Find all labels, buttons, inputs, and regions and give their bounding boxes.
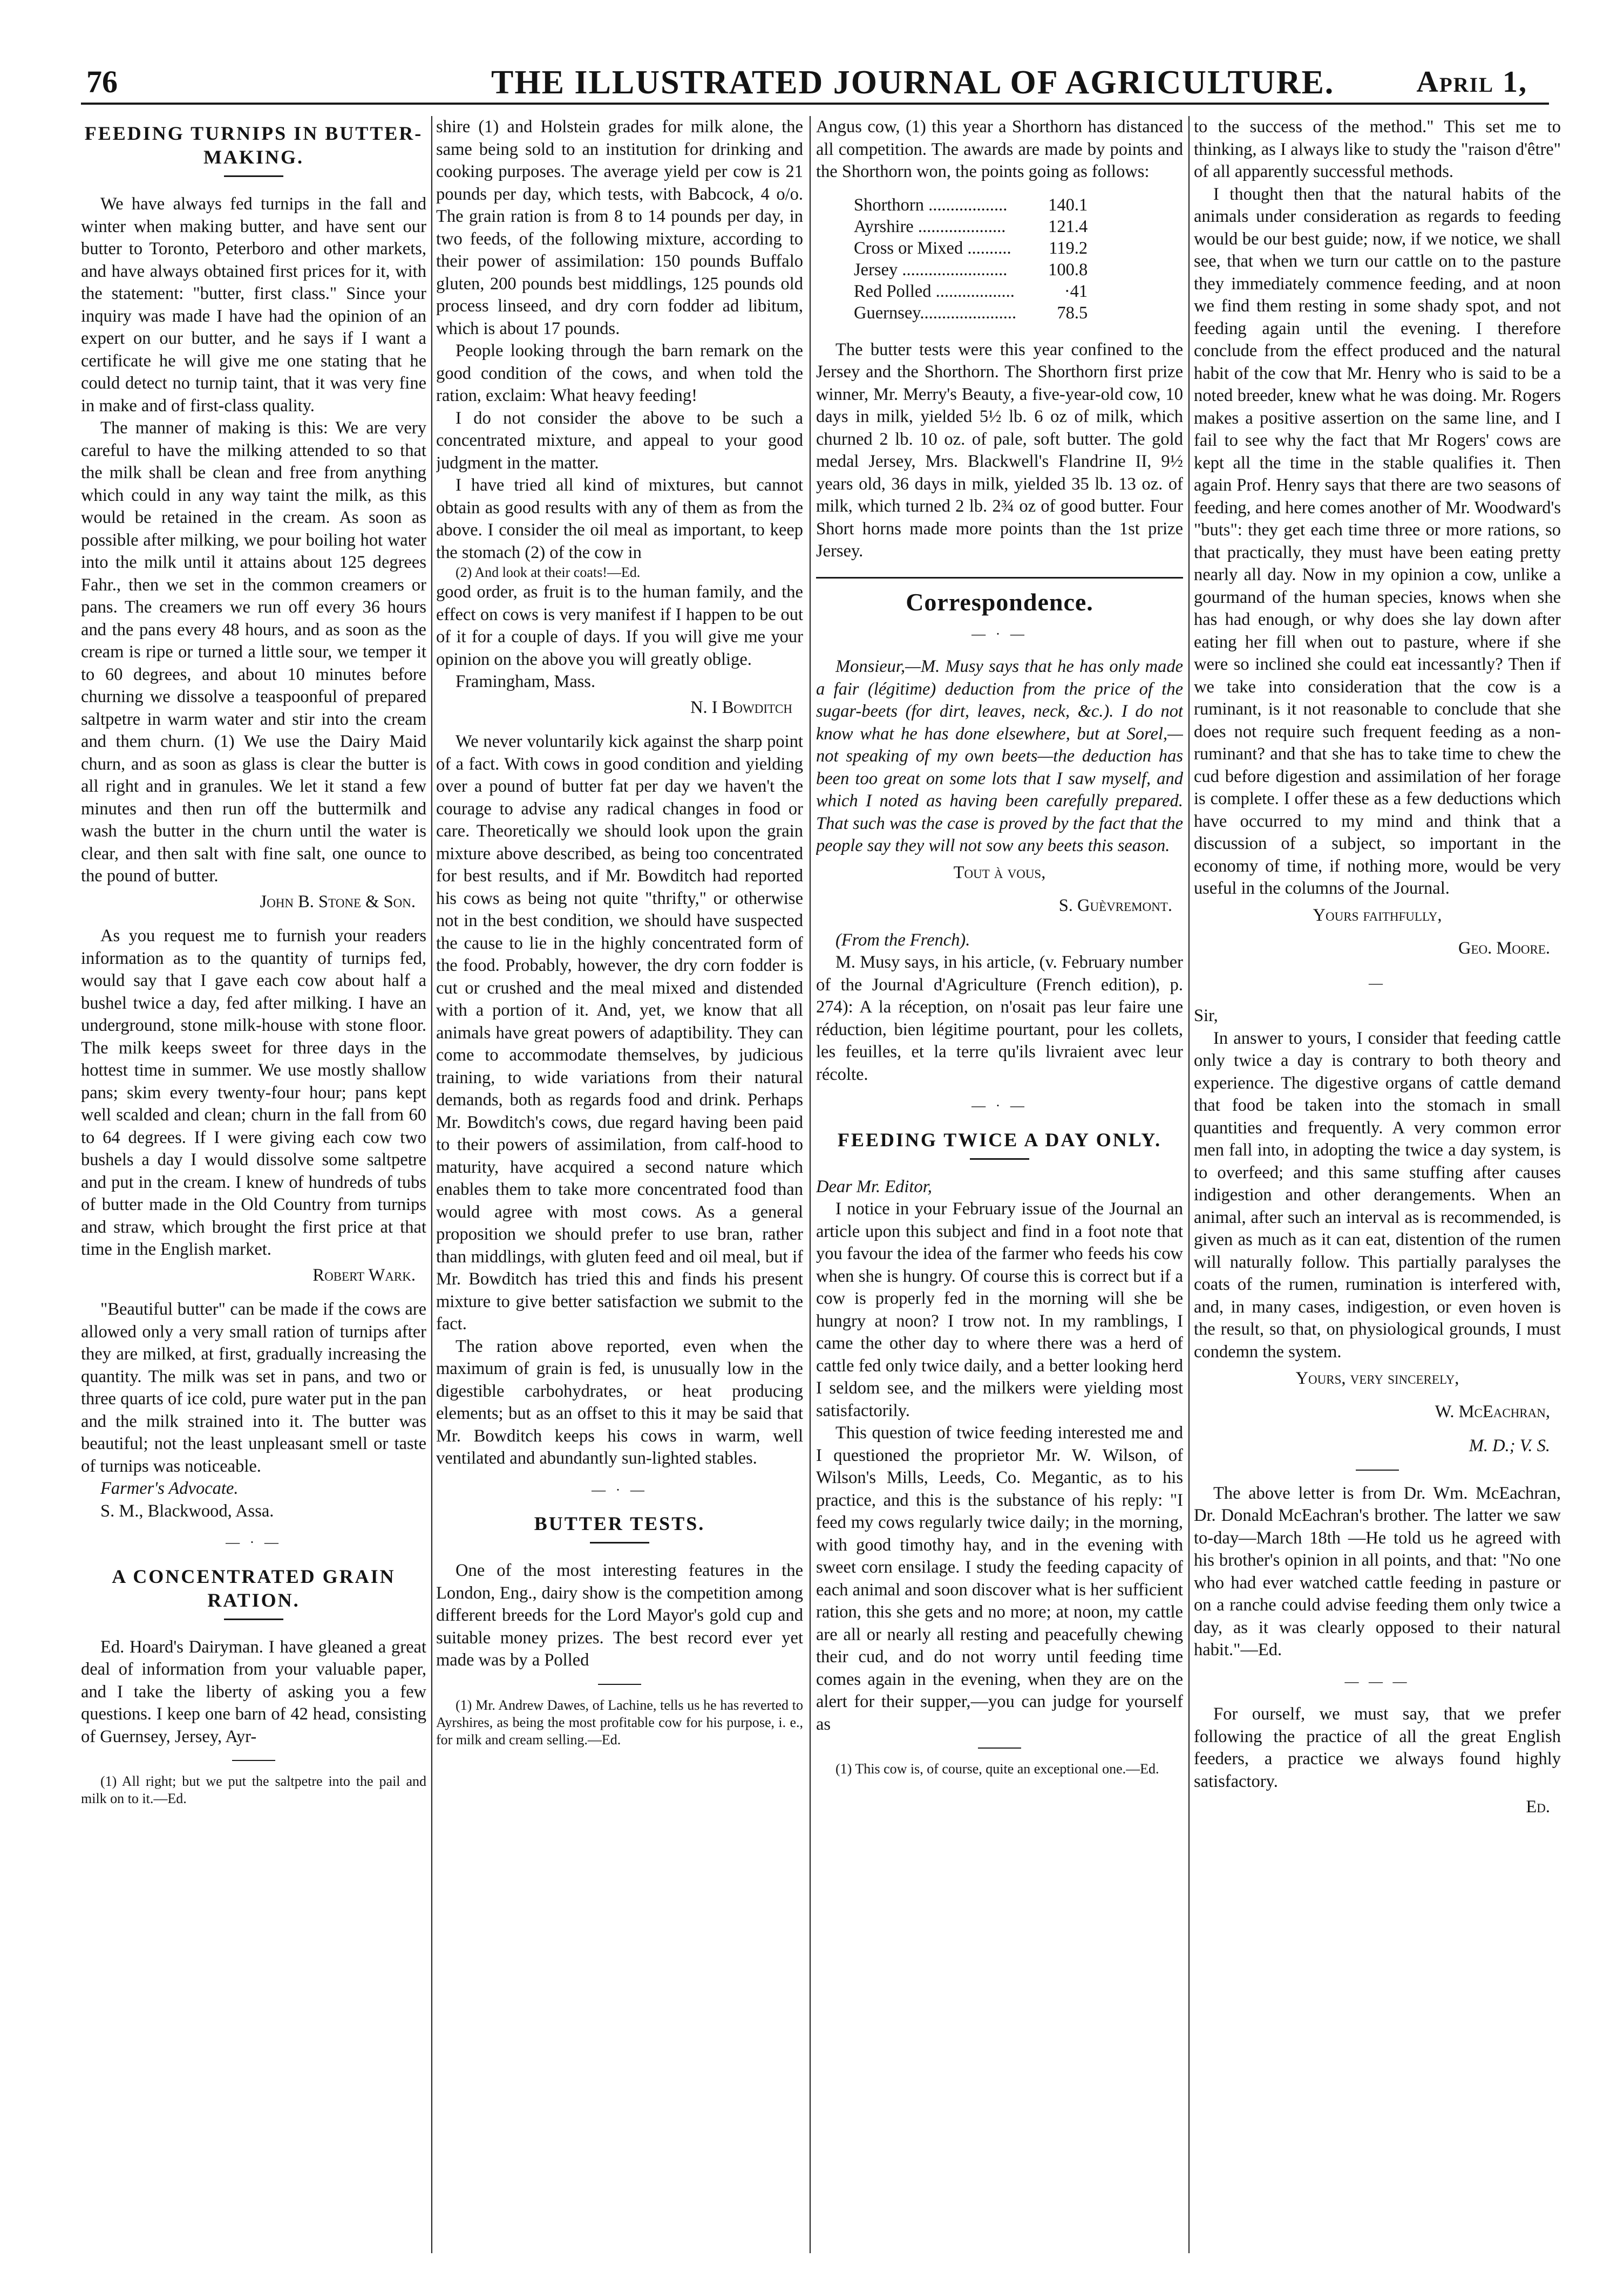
column-divider	[431, 116, 432, 2253]
paragraph: As you request me to furnish your readers information as to the quantity of turnips fed, would say that I gave each cow about half a bushel twice a day, fed after milking. I have an underground, stone milk-house with stone floor. The milk keeps sweet for three days in the hottest time in summer. We use mostly shallow pans; skim every twenty-four hour; pans kept well scalded and clean; churn in the fall from 60 to 64 degrees. If I were giving each cow two bushels a day I would dissolve some saltpetre and put in the cream. I knew of hundreds of tubs of butter made in the Old Country from turnips and straw, which brought the first price at that time in the English market.	[81, 926, 426, 1259]
section-divider: — · —	[971, 625, 1028, 642]
section-divider: — · —	[226, 1534, 282, 1550]
paragraph: In answer to yours, I consider that feeding cattle only twice a day is contrary to both theory and experience. The digestive organs of cattle demand that food be taken into the stomach in small quantities and frequently. A very common error men fall into, in adopting the twice a day system, is to overfeed; and this same stuffing after causes indigestion and other derangements. When an animal, after such an interval as is recommended, is given as much as it can eat, distention of the rumen will naturally follow. This partially paralyses the coats of the rumen, rumination is interfered with, and, in many cases, indigestion, or even hoven is the result, so that, on physiological grounds, I must condemn the system.	[1194, 1028, 1561, 1362]
table-row	[854, 259, 1088, 281]
column-4	[1194, 116, 1561, 2248]
breed-cell: Guernsey......................	[854, 303, 1017, 323]
table-row	[854, 302, 1088, 324]
paragraph: The above letter is from Dr. Wm. McEachran, Dr. Donald McEachran's brother. The latter we saw to-day—March 18th —He told us he agreed with his brother's opinion in all points, and that: "No one who had ever watched cattle feeding in pasture or on a ranche could advise feeding them only twice a day, as it was clearly opposed to their natural habit."—Ed.	[1194, 1483, 1561, 1660]
footnote-rule	[978, 1748, 1021, 1749]
heading-rule	[224, 1619, 283, 1620]
paragraph: Angus cow, (1) this year a Shorthorn has distanced all competition. The awards are made by points and the Shorthorn won, the points going as follows:	[816, 117, 1183, 181]
article-heading: BUTTER TESTS.	[534, 1513, 705, 1534]
breed-cell: Jersey ........................	[854, 260, 1008, 280]
signature: Robert Wark.	[312, 1265, 416, 1285]
column-1	[81, 116, 426, 2248]
points-cell: 100.8	[1048, 260, 1088, 280]
source-credit: (From the French).	[835, 930, 970, 950]
article-heading: FEEDING TURNIPS IN BUTTER-MAKING.	[84, 123, 423, 168]
paragraph: I do not consider the above to be such a concentrated mixture, and appeal to your good judgment in the matter.	[436, 408, 803, 473]
source-credit: Farmer's Advocate.	[100, 1479, 239, 1498]
column-divider	[1188, 116, 1190, 2253]
paragraph: M. Musy says, in his article, (v. February number of the Journal d'Agriculture (French edition), p. 274): A la réception, on n'osait pas leur faire une réduction, bien légitime pourtant, pour les collets, les feuilles, et la terre qu'ils livraient avec leur récolte.	[816, 953, 1183, 1084]
points-cell: 78.5	[1057, 303, 1088, 323]
source-credit: S. M., Blackwood, Assa.	[100, 1501, 274, 1521]
table-row	[854, 216, 1088, 237]
paragraph: Monsieur,—M. Musy says that he has only made a fair (légitime) deduction from the price of the sugar-beets (for dirt, leaves, neck, &c.). I do not know what he has done elsewhere, but at Sorel,—not speaking of my own beets—the deduction has been too great on some lots that I saw myself, and which I noted as having been carefully prepared. That such was the case is proved by the fact that the people say they will not sow any beets this season.	[816, 657, 1183, 855]
footnote: (1) All right; but we put the saltpetre into the pail and milk on to it.—Ed.	[81, 1773, 426, 1806]
paragraph: to the success of the method." This set me to thinking, as I always like to study the "raison d'être" of all apparently successful methods.	[1194, 117, 1561, 181]
breed-cell: Cross or Mixed ..........	[854, 238, 1011, 258]
section-divider: —	[1369, 975, 1386, 991]
paragraph: We never voluntarily kick against the sharp point of a fact. With cows in good condition and yielding over a pound of butter fat per day we haven't the courage to advise any radical changes in food or care. Theoretically we should look upon the grain mixture above described, as being too concentrated for best results, and if Mr. Bowditch had reported his cows as being not quite "thrifty," or otherwise not in the best condition, we should have suspected the cause to lie in the highly concentrated form of the food. Probably, however, the dry corn fodder is cut or crushed and the meal mixed and distended with a portion of it. And, yet, we know that all animals have great powers of adaptibility. They can come to accommodate themselves, by judicious training, to wide variations from their natural demands, both as regards food and drink. Perhaps Mr. Bowditch's cows, due regard having been paid to their powers of assimilation, from calf-hood to maturity, have acquired a second nature which enables them to take more concentrated food than would agree with most cows. As a general proposition we should prefer to use bran, rather than middlings, with gluten feed and oil meal, but if Mr. Bowditch has tried this and finds his present mixture to give better satisfaction we submit to the fact.	[436, 732, 803, 1334]
column-divider	[810, 116, 811, 2253]
paragraph: One of the most interesting features in the London, Eng., dairy show is the competition among different breeds for the Lord Mayor's gold cup and suitable money prizes. The best record ever yet made was by a Polled	[436, 1561, 803, 1670]
paragraph: good order, as fruit is to the human family, and the effect on cows is very manifest if I happen to be out of it for a couple of days. If you will give me your opinion on the above you will greatly oblige.	[436, 582, 803, 669]
heading-rule	[224, 175, 283, 177]
column-2	[436, 116, 803, 2248]
paragraph: shire (1) and Holstein grades for milk alone, the same being sold to an institution for drinking and cooking purposes. The average yield per cow is 21 pounds per day, which tests, with Babcock, 4 o/o. The grain ration is from 8 to 14 pounds per day, in two feeds, of the following mixture, according to their power of assimilation: 150 pounds Buffalo gluten, 200 pounds best middlings, 125 pounds old process linseed, and dry corn fodder ad libitum, which is about 17 pounds.	[436, 117, 803, 338]
paragraph: I thought then that the natural habits of the animals under consideration as regards to feeding would be our best guide; now, if we notice, we shall see, that when we turn our cattle on to the pasture they immediately commence feeding, and at noon we find them resting in some shady spot, and not feeding again until the evening. I therefore conclude from the effect produced and the natural habit of the cow that Mr. Henry who is said to be a noted breeder, knew what he was doing. Mr. Rogers makes a positive assertion on the same line, and I fail to see why the fact that Mr Rogers' cows are kept all the time in the stable qualifies it. Then again Prof. Henry says that there are two seasons of feeding, and here comes another of Mr. Woodward's "buts": they get each time three or more rations, so that practically, they must have been eating pretty nearly all day. Now in my opinion a cow, unlike a gourmand of the human species, knows when she has had enough, or why does she lay down after eating her fill when out to pasture, where if she were so inclined she could eat incessantly? Then if we take into consideration that the cow is a ruminant, is it not reasonable to conclude that she does not require such frequent feeding as a non-ruminant? and that she has to take time to chew the cud before digestion and assimilation of her forage is complete. I offer these as a few deductions which have occurred to my mind and think that a discussion of a subject, so important in the economy of time, if nothing more, would be very useful in the columns of the Journal.	[1194, 184, 1561, 898]
journal-title: THE ILLUSTRATED JOURNAL OF AGRICULTURE.	[491, 64, 1335, 101]
points-cell: 140.1	[1048, 195, 1088, 215]
signature: Geo. Moore.	[1458, 939, 1550, 958]
issue-date: April 1,	[1416, 65, 1527, 99]
heading-rule	[970, 1158, 1029, 1160]
paragraph: We have always fed turnips in the fall and winter when making butter, and have sent our butter to Toronto, Peterboro and other markets, and have always obtained first prices for it, with the statement: "butter, first class." Since your inquiry was made I have had the opinion of an expert on our butter, and he says if I want a certificate he will give me one stating that he could detect no turnip taint, that it was very fine in make and of first-class quality.	[81, 194, 426, 416]
article-heading: FEEDING TWICE A DAY ONLY.	[837, 1128, 1162, 1151]
section-divider: — · —	[971, 1098, 1028, 1113]
signature: W. McEachran,	[1435, 1402, 1550, 1422]
points-cell: ·41	[1064, 281, 1088, 301]
closing: Yours, very sincerely,	[1295, 1369, 1459, 1388]
paragraph: Ed. Hoard's Dairyman. I have gleaned a great deal of information from your valuable paper, and I take the liberty of asking you a few questions. I keep one barn of 42 head, consisting of Guernsey, Jersey, Ayr-	[81, 1637, 426, 1746]
salutation: Sir,	[1194, 1006, 1218, 1025]
butter-test-scores-table	[854, 194, 1088, 324]
paragraph: I notice in your February issue of the Journal an article upon this subject and find in a foot note that you favour the idea of the farmer who feeds his cow when she is hungry. Of course this is correct but if a cow is properly fed in the morning will she be hungry at noon? I trow not. In my ramblings, I came the other day to where there was a herd of cattle fed only twice daily, and a better looking herd I seldom see, and the milkers were yielding most satisfactorily.	[816, 1199, 1183, 1420]
paragraph: I have tried all kind of mixtures, but cannot obtain as good results with any of them as from the above. I consider the oil meal as important, to keep the stomach (2) of the cow in	[436, 475, 803, 562]
paragraph: "Beautiful butter" can be made if the cows are allowed only a very small ration of turnips after they are milked, at first, gradually increasing the quantity. The milk was set in pans, and two or three quarts of ice cold, pure water put in the pan and the milk strained into it. The butter was beautiful; not the least unpleasant smell or taste of turnips was noticeable.	[81, 1300, 426, 1476]
points-cell: 121.4	[1048, 216, 1088, 236]
article-heading: A CONCENTRATED GRAIN RATION.	[112, 1565, 396, 1611]
page-header	[81, 59, 1549, 105]
section-rule	[816, 577, 1183, 579]
page-number: 76	[86, 64, 118, 99]
column-3	[816, 116, 1183, 2248]
place-line: Framingham, Mass.	[456, 672, 596, 691]
signature: John B. Stone & Son.	[260, 892, 416, 912]
table-row	[854, 237, 1088, 259]
signature-credentials: M. D.; V. S.	[1469, 1436, 1550, 1456]
breed-cell: Red Polled ..................	[854, 281, 1015, 301]
points-cell: 119.2	[1049, 238, 1088, 258]
closing: Tout à vous,	[953, 862, 1046, 882]
section-heading: Correspondence.	[906, 588, 1093, 616]
breed-cell: Ayrshire ....................	[854, 216, 1006, 236]
paragraph: The ration above reported, even when the maximum of grain is fed, is unusually low in the digestible carbohydrates, or heat producing elements; but as an offset to this it may be said that Mr. Bowditch keeps his cows in warm, well ventilated and abundantly sun-lighted stables.	[436, 1336, 803, 1468]
closing: Yours faithfully,	[1313, 905, 1442, 925]
paragraph: The manner of making is this: We are very careful to have the milking attended to so that the milk shall be clean and free from anything which could in any way taint the milk, as this would be retained in the cream. As soon as possible after milking, we pour boiling hot water into the milk until it attains about 125 degrees Fahr., then we set in the common creamers or pans. The creamers we run off every 36 hours and the pans every 48 hours, and as soon as the cream is ripe or turned a little sour, we temper it to 60 degrees, and about 10 minutes before churning we dissolve a teaspoonful of prepared saltpetre in warm water and stir into the cream and them churn. (1) We use the Dairy Maid churn, and as soon as glass is clear the butter is all right and in granules. We let it stand a few minutes and then run off the buttermilk and wash the butter in the churn until the water is clear, and then salt with fine salt, one ounce to the pound of butter.	[81, 418, 426, 886]
paragraph: For ourself, we must say, that we prefer following the practice of all the great English feeders, a practice we always found highly satisfactory.	[1194, 1704, 1561, 1791]
table-row	[854, 194, 1088, 216]
signature: N. I Bowditch	[690, 697, 792, 717]
footnote-rule	[232, 1760, 275, 1761]
breed-cell: Shorthorn ..................	[854, 195, 1008, 215]
signature: Ed.	[1526, 1797, 1550, 1817]
footnote: (1) Mr. Andrew Dawes, of Lachine, tells us he has reverted to Ayrshires, as being the most profitable cow for his purpose, i. e., for milk and cream selling.—Ed.	[436, 1697, 803, 1748]
footnote-rule	[598, 1684, 641, 1685]
signature: S. Guèvremont.	[1058, 896, 1172, 915]
heading-rule	[590, 1542, 649, 1544]
footnote: (1) This cow is, of course, quite an exceptional one.—Ed.	[835, 1761, 1159, 1777]
salutation: Dear Mr. Editor,	[816, 1177, 932, 1196]
footnote: (2) And look at their coats!—Ed.	[456, 565, 641, 580]
table-row	[854, 281, 1088, 302]
paragraph: The butter tests were this year confined to the Jersey and the Shorthorn. The Shorthorn first prize winner, Mr. Merry's Beauty, a five-year-old cow, 10 days in milk, yielded 5½ lb. 6 oz of milk, which churned 2 lb. 10 oz. of pale, soft butter. The gold medal Jersey, Mrs. Blackwell's Flandrine II, 9½ years old, 36 days in milk, yielded 35 lb. 13 oz. of milk, which turned 2 lb. 2¾ oz of good butter. Four Short horns made more points than the 1st prize Jersey.	[816, 339, 1183, 561]
paragraph: This question of twice feeding interested me and I questioned the proprietor Mr. W. Wilson, of Wilson's Mills, Leeds, Co. Megantic, as to his practice, and this is the substance of his reply: "I feed my cows regularly twice daily; in the morning, with good timothy hay, and in the evening with sweet corn ensilage. I study the feeding capacity of each animal and soon discover what is her sufficient ration, this she gets and no more; at noon, my cattle are all or nearly all resting and peacefully chewing their cud, and do not worry until feeding time comes again in the evening, when they are on the alert for their supper,—you can judge for yourself as	[816, 1423, 1183, 1734]
section-divider: — · —	[592, 1481, 648, 1498]
section-divider: — — —	[1344, 1673, 1410, 1689]
section-rule	[1356, 1470, 1399, 1471]
paragraph: People looking through the barn remark on the good condition of the cows, and when told the ration, exclaim: What heavy feeding!	[436, 341, 803, 405]
